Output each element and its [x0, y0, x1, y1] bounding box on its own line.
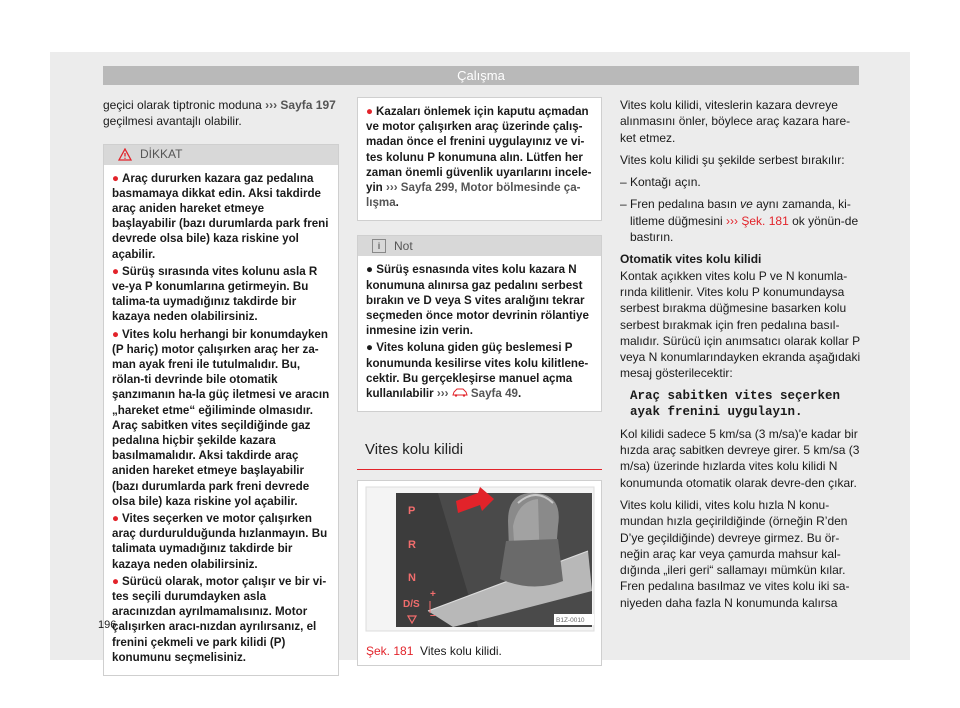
link-arrows: ›››	[436, 387, 452, 401]
figure-number: Şek. 181	[366, 643, 414, 658]
warning-header	[104, 145, 338, 165]
warning-box	[103, 144, 339, 677]
figure-caption-text: Vites kolu kilidi.	[420, 643, 502, 658]
warning-title: DİKKAT	[140, 147, 183, 162]
warning-continued-box	[357, 97, 602, 221]
gear-lever-illustration	[358, 481, 601, 637]
bullet-icon: ●	[112, 574, 120, 588]
column-middle	[357, 97, 602, 666]
paragraph: Kontak açıkken vites kolu P ve N konumla-rında kilitlenir. Vites kolu P konumundaysa serbest bırakma düğmesine basarken kolu serbest bırakmak için fren pedalına basıl-malıdır. Sürücü için anımsatıcı olarak kollar P veya N konumlarındayken ekranda aşağıdaki mesaj gösterilecektir:	[620, 268, 861, 381]
warning-item: ● Araç dururken kazara gaz pedalına basmamaya dikkat edin. Aksi takdirde araç aniden hareket etmeye başlayabilir (bazı durumlarda park freni devrede olsa bile) kaza riskine yol açabilir.	[112, 171, 329, 261]
warning-item: ● Kazaları önlemek için kaputu açmadan ve motor çalışırken araç üzerinde çalış-madan önce el frenini uygulayınız ve vi-tes kolunu P konumuna alın. Lütfen her zaman önemli güvenlik uyarılarını incele-yin ››› Sayfa 299, Motor bölmesinde ça-lışma.	[366, 105, 592, 210]
subheading: Otomatik vites kolu kilidi	[620, 252, 762, 267]
car-icon	[452, 387, 468, 397]
note-item: ● Vites koluna giden güç beslemesi P konumunda kesilirse vites kolu kilitlene-cektir. Bu gerçekleşirse manuel açma kullanılabilir ››› Sayfa 49.	[366, 341, 589, 401]
bullet-icon: ●	[112, 264, 120, 278]
page-link[interactable]: ››› Sayfa 197	[265, 98, 336, 112]
bullet-icon: ●	[112, 171, 120, 185]
warning-item: ● Sürücü olarak, motor çalışır ve bir vi-tes seçili durumdayken asla aracınızdan ayrılmamalısınız. Motor çalışırken aracı-nızdan ayrılırsanız, el frenini çekmeli ve park kilidi (P) konumunu seçmelisiniz.	[112, 574, 327, 664]
paragraph: Vites kolu kilidi, vites kolu hızla N konu-mundan hızla geçirildiğinde (örneğin R’den D’ye geçildiğinde) devreye girmez. Bu ör-neğin araç kar veya çamurda mahsur kal-dığında „ileri geri“ sallamayı mümkün kılar. Fren pedalına basılmaz ve vites kolu iki sa-niyeden daha fazla N konumunda kalırsa	[620, 497, 850, 610]
page-header: Çalışma	[103, 66, 859, 85]
warning-item: ● Vites kolu herhangi bir konumdayken (P hariç) motor çalışırken araç her za-man ayak freni ile tutulmalıdır. Bu, rölan-ti devrinde bile otomatik şanzımanın ha-la güç iletmesi ve aracın „hareket etme“ eğiliminde olmasıdır. Araç sabitken vites seçildiğinde gaz pedalına hiçbir şekilde kazara basılmamalıdır. Aksi takdirde araç aniden hareket etmeye başlayabilir (bazı durumlarda park freni devrede olsa bile) kaza riskine yol açabilir.	[112, 327, 330, 508]
note-item: ● Sürüş esnasında vites kolu kazara N konumuna alınırsa gaz pedalını serbest bırakın ve D veya S vites aralığını tekrar seçmeden önce motor devrinin rölantiye inmesine izin verin.	[366, 263, 589, 338]
figure-code: B1Z-0010	[556, 616, 585, 624]
bullet-icon: ●	[366, 341, 377, 355]
step-item: – Fren pedalına basın ve aynı zamanda, ki-litleme düğmesini ››› Şek. 181 ok yönün-de bastırın.	[620, 197, 859, 245]
gear-label-plus: +	[430, 588, 436, 600]
note-header	[358, 236, 601, 256]
note-body	[358, 256, 601, 411]
page-number: 196	[98, 619, 117, 631]
bullet-icon: ●	[366, 263, 377, 277]
column-right	[620, 97, 864, 617]
warning-triangle-icon	[118, 148, 132, 161]
warning-continued-body	[358, 98, 601, 220]
note-title: Not	[394, 239, 413, 254]
figure-link[interactable]: ››› Şek. 181	[726, 213, 789, 228]
bullet-icon: ●	[366, 105, 374, 118]
warning-item: ● Vites seçerken ve motor çalışırken araç durdurulduğunda hızlanmayın. Bu talimata uymadığınız takdirde bir kazaya neden olabilirsiniz.	[112, 512, 328, 571]
intro-paragraph	[103, 97, 339, 130]
column-left	[103, 97, 339, 676]
gear-label-n: N	[408, 571, 416, 584]
page-49-link[interactable]: Sayfa 49	[470, 387, 518, 401]
warning-body	[104, 165, 338, 676]
intro-text-end: geçilmesi avantajlı olabilir.	[103, 114, 242, 129]
engine-bay-link[interactable]: ››› Sayfa 299, Motor bölmesinde ça-lışma	[366, 181, 581, 210]
gear-label-minus: –	[430, 609, 436, 621]
figure-caption	[358, 637, 601, 665]
gear-label-r: R	[408, 538, 416, 551]
figure-box	[357, 480, 602, 666]
paragraph: Vites kolu kilidi şu şekilde serbest bırakılır:	[620, 152, 845, 167]
display-message: Araç sabitken vites seçerken ayak frenini uygulayın.	[630, 388, 841, 419]
gear-label-p: P	[408, 504, 416, 517]
bullet-icon: ●	[112, 512, 120, 526]
paragraph: Kol kilidi sadece 5 km/sa (3 m/sa)'e kadar bir hızda araç sabitken devreye girer. 5 km/sa (3 m/sa) üzerinde hızlarda vites kolu kilidi N konumunda otomatik olarak devre-den çıkar.	[620, 426, 860, 490]
paragraph: Vites kolu kilidi, viteslerin kazara devreye alınmasını önler, böylece araç kazara hare-ket etmez.	[620, 98, 851, 145]
note-box	[357, 235, 602, 412]
bullet-icon: ●	[112, 327, 120, 341]
gear-label-ds: D/S	[403, 598, 420, 610]
section-title: Vites kolu kilidi	[357, 442, 602, 469]
warning-item: ● Sürüş sırasında vites kolunu asla R ve-ya P konumlarına getirmeyin. Bu talima-ta uymadığınız takdirde bir kazaya neden olabilirsiniz.	[112, 264, 318, 324]
step-item: – Kontağı açın.	[620, 175, 701, 190]
info-icon: i	[372, 239, 386, 253]
intro-text: geçici olarak tiptronic moduna	[103, 98, 266, 112]
